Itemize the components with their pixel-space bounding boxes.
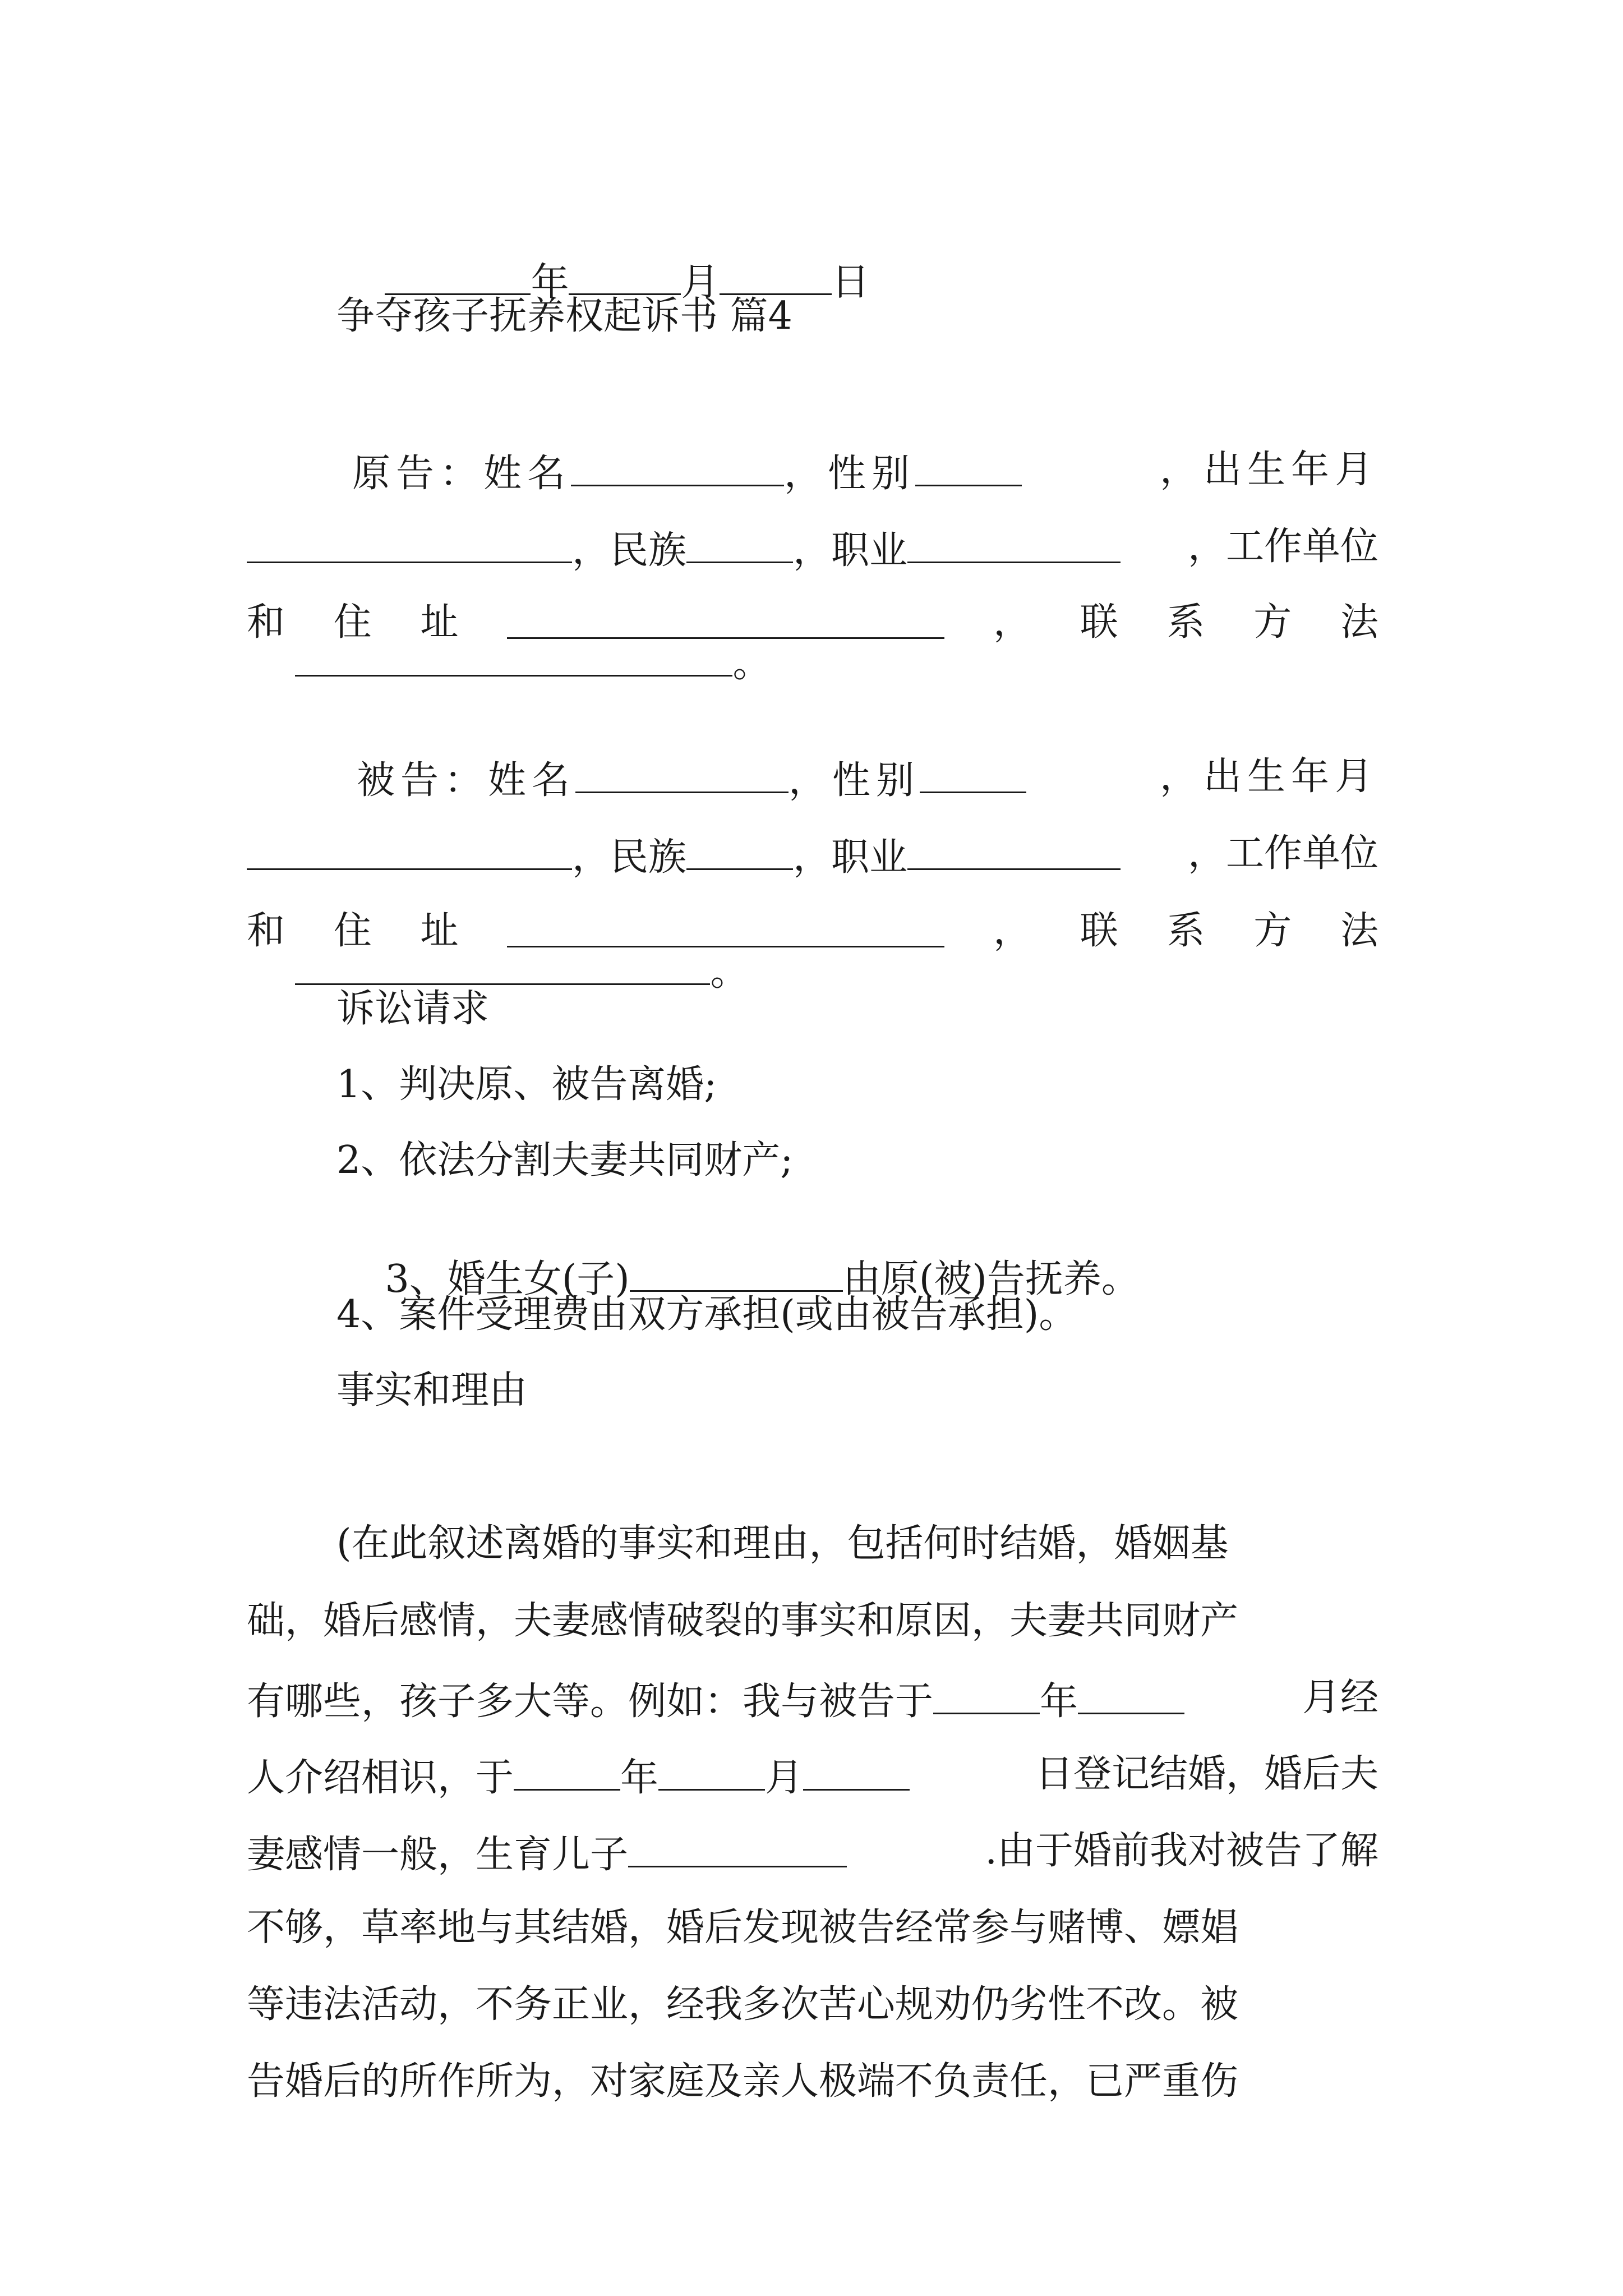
facts-text: (在此叙述离婚的事实和理由，包括何时结婚，婚姻基 [336, 1521, 1229, 1566]
claim-item-4: 4、案件受理费由双方承担(或由被告承担)。 [336, 1292, 1077, 1337]
defendant-end: 。 [710, 950, 749, 995]
facts-text: 年 [1040, 1680, 1078, 1724]
char: 和 [247, 909, 285, 953]
facts-text: 不够，草率地与其结婚，婚后发现被告经常参与赌博、嫖娼 [247, 1906, 1239, 1950]
char: 联 [1080, 909, 1118, 953]
defendant-gender-label: ，性别 [789, 758, 920, 803]
char: 联 [1080, 600, 1118, 645]
char: 方 [1253, 600, 1292, 645]
blank-plaintiff-contact [295, 641, 732, 677]
defendant-ethnicity-label: ，民族 [572, 835, 687, 880]
claim-item-1: 1、判决原、被告离婚; [336, 1062, 717, 1107]
char: 址 [420, 600, 459, 645]
char: 法 [1340, 600, 1378, 645]
claim-item-2: 2、依法分割夫妻共同财产; [336, 1138, 794, 1182]
defendant-name-label: 被告：姓名 [357, 758, 576, 803]
char: ， [993, 909, 1031, 953]
char: 住 [333, 600, 372, 645]
char: ， [993, 600, 1031, 645]
blank-month [569, 260, 681, 295]
facts-text: .由于婚前我对被告了解 [985, 1829, 1378, 1873]
year-label: 年 [531, 260, 569, 305]
plaintiff-occupation-label: ，职业 [793, 528, 908, 573]
defendant-birth-label: ，出生年月 [1159, 754, 1378, 799]
defendant-workplace-label: ，工作单位 [1187, 831, 1378, 876]
claim-item-3-post: 由原(被)告抚养。 [842, 1257, 1140, 1301]
facts-text: 年 [620, 1756, 659, 1800]
char: 系 [1166, 909, 1205, 953]
char: 址 [420, 909, 459, 953]
facts-text: 日登记结婚，婚后夫 [1035, 1752, 1378, 1796]
char: 系 [1166, 600, 1205, 645]
plaintiff-gender-label: ，性别 [784, 452, 916, 496]
facts-text: 月 [765, 1756, 804, 1800]
defendant-occupation-label: ，职业 [793, 835, 908, 880]
char: 法 [1340, 909, 1378, 953]
plaintiff-end: 。 [732, 642, 771, 686]
plaintiff-workplace-label: ，工作单位 [1187, 524, 1378, 569]
claims-title: 诉讼请求 [336, 987, 490, 1031]
day-label: 日 [831, 260, 870, 305]
char: 和 [247, 600, 285, 645]
char: 住 [333, 909, 372, 953]
blank-day [720, 260, 832, 295]
blank-defendant-contact [295, 950, 710, 985]
facts-text: 月经 [1302, 1676, 1378, 1720]
plaintiff-ethnicity-label: ，民族 [572, 528, 687, 573]
month-label: 月 [681, 260, 720, 305]
blank-year [385, 260, 531, 295]
facts-text: 有哪些，孩子多大等。例如：我与被告于 [247, 1680, 934, 1724]
char: 方 [1253, 909, 1292, 953]
facts-line-8 [247, 1982, 1378, 2177]
facts-text: 人介绍相识，于 [247, 1756, 514, 1800]
claim-item-3-pre: 3、婚生女(子) [385, 1257, 630, 1301]
plaintiff-birth-label: ，出生年月 [1159, 448, 1378, 492]
facts-text: 妻感情一般，生育儿子 [247, 1833, 629, 1877]
plaintiff-name-label: 原告：姓名 [352, 452, 571, 496]
facts-text: 告婚后的所作所为，对家庭及亲人极端不负责任，已严重伤 [247, 2059, 1239, 2104]
facts-title: 事实和理由 [336, 1368, 528, 1412]
facts-text: 等违法活动，不务正业，经我多次苦心规劝仍劣性不改。被 [247, 1982, 1239, 2027]
defendant-line-4 [247, 909, 749, 1030]
blank-child-name [630, 1257, 843, 1292]
facts-text: 础，婚后感情，夫妻感情破裂的事实和原因，夫妻共同财产 [247, 1599, 1239, 1643]
section-heading: 争夺孩子抚养权起诉书 篇4 [336, 294, 792, 338]
